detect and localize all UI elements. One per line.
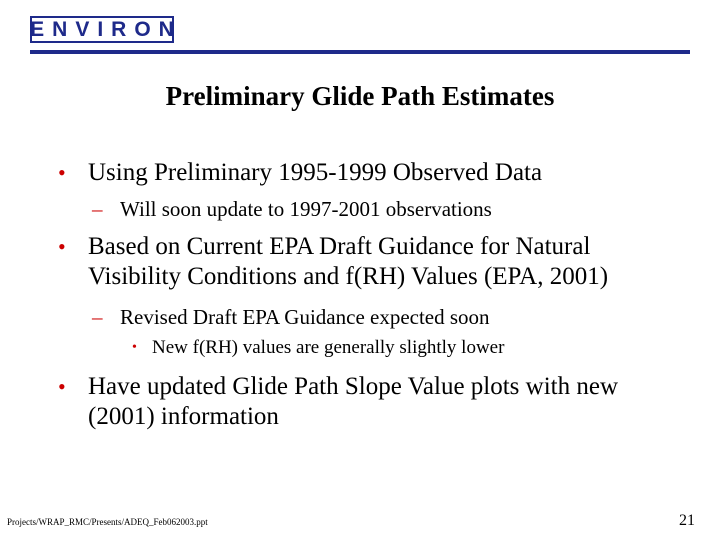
bullet-list bbox=[58, 158, 678, 432]
bullet-marker: • bbox=[132, 340, 137, 355]
bullet-item bbox=[58, 232, 678, 292]
footer-file-path: Projects/WRAP_RMC/Presents/ADEQ_Feb062003.ppt bbox=[7, 517, 208, 527]
bullet-item bbox=[58, 372, 678, 432]
sub-bullet-item bbox=[58, 304, 678, 330]
bullet-marker: • bbox=[58, 160, 66, 185]
header-rule bbox=[30, 50, 690, 54]
bullet-text: Based on Current EPA Draft Guidance for Natural Visibility Conditions and f(RH) Values (EPA, 2001) bbox=[88, 233, 609, 290]
page-number: 21 bbox=[679, 512, 695, 529]
sub-sub-bullet-item bbox=[58, 336, 678, 360]
slide-title: Preliminary Glide Path Estimates bbox=[165, 81, 555, 111]
sub-bullet-text: Revised Draft EPA Guidance expected soon bbox=[120, 305, 490, 329]
dash-marker: – bbox=[92, 305, 103, 329]
bullet-item bbox=[58, 158, 678, 188]
sub-bullet-item bbox=[58, 196, 678, 222]
bullet-marker: • bbox=[58, 234, 66, 259]
sub-bullet-text: Will soon update to 1997-2001 observations bbox=[120, 197, 492, 221]
bullet-marker: • bbox=[58, 374, 66, 399]
dash-marker: – bbox=[92, 197, 103, 221]
environ-logo: ENVIRON bbox=[30, 18, 182, 41]
sub-sub-bullet-text: New f(RH) values are generally slightly lower bbox=[152, 337, 505, 358]
bullet-text: Have updated Glide Path Slope Value plots with new (2001) information bbox=[88, 373, 619, 430]
bullet-text: Using Preliminary 1995-1999 Observed Data bbox=[88, 159, 543, 186]
